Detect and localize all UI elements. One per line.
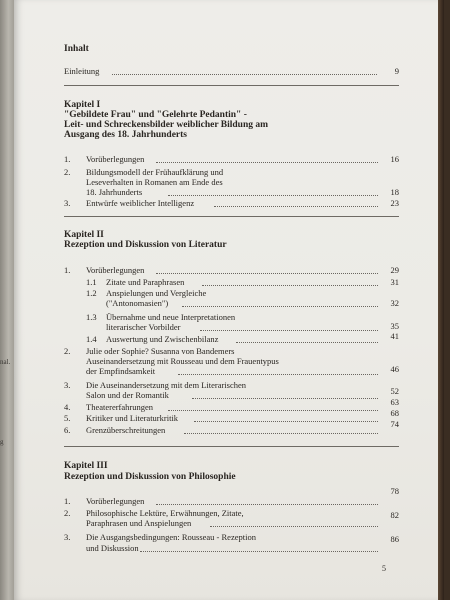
dot-leader [200, 329, 378, 331]
toc-page-number: 23 [390, 198, 399, 208]
section-divider [64, 446, 399, 447]
toc-page-number: 86 [390, 534, 399, 544]
toc-entry-number: 6. [64, 425, 71, 435]
toc-page-number: 46 [390, 364, 399, 374]
toc-entry-label: Entwürfe weiblicher Intelligenz [86, 198, 195, 208]
chapter-title-line: Leit- und Schreckensbilder weiblicher Bildung am [64, 120, 269, 130]
toc-entry-number: 2. [64, 346, 71, 356]
toc-entry-label: und Diskussion [86, 543, 139, 553]
dot-leader [202, 284, 378, 286]
toc-entry-number: 5. [64, 413, 71, 423]
toc-entry-label: Philosophische Lektüre, Erwähnungen, Zitate, [86, 508, 244, 518]
toc-entry-label: Vorüberlegungen [86, 265, 145, 275]
toc-page-number: 32 [390, 298, 399, 308]
toc-entry-number: 3. [64, 380, 71, 390]
toc-page-number: 16 [390, 154, 399, 164]
toc-entry-label: Vorüberlegungen [86, 496, 145, 506]
toc-entry-number: 1. [64, 265, 71, 275]
toc-entry-label: Paraphrasen und Anspielungen [86, 518, 192, 528]
dot-leader [112, 73, 377, 75]
toc-entry-label: Zitate und Paraphrasen [106, 277, 185, 287]
dot-leader [236, 341, 378, 343]
chapter-label: Kapitel II [64, 230, 104, 240]
toc-entry-label: Theatererfahrungen [86, 402, 154, 412]
toc-entry-label: Bildungsmodell der Frühaufklärung und [86, 167, 224, 177]
background-surface [438, 0, 444, 600]
toc-page-number: 31 [390, 277, 399, 287]
toc-entry-number: 3. [64, 198, 71, 208]
toc-entry-label: 18. Jahrhunderts [86, 187, 143, 197]
toc-page-number: 35 [390, 321, 399, 331]
toc-entry-label: Vorüberlegungen [86, 154, 145, 164]
toc-page-number: 52 [390, 386, 399, 396]
toc-entry-label: ("Antonomasien") [106, 298, 169, 308]
dot-leader [192, 397, 378, 399]
dot-leader [210, 525, 378, 527]
chapter-title-line: Ausgang des 18. Jahrhunderts [64, 130, 187, 140]
toc-entry-label: literarischer Vorbilder [106, 322, 181, 332]
chapter-label: Kapitel III [64, 461, 108, 471]
toc-entry-number: 3. [64, 532, 71, 542]
toc-entry-label: Julie oder Sophie? Susanna von Bandemers [86, 346, 235, 356]
dot-leader [156, 161, 378, 163]
toc-entry-label: Die Auseinandersetzung mit dem Literarischen [86, 380, 247, 390]
toc-entry-number: 1.4 [86, 334, 97, 344]
toc-page-number: 9 [394, 66, 399, 76]
toc-entry-label: Übernahme und neue Interpretationen [106, 312, 236, 322]
toc-entry-number: 1.3 [86, 312, 97, 322]
toc-entry-label: Auseinandersetzung mit Rousseau und dem Frauentypus [86, 356, 279, 366]
dot-leader [182, 305, 378, 307]
dot-leader [140, 550, 378, 552]
dot-leader [156, 503, 378, 505]
toc-entry-label: Kritiker und Literaturkritik [86, 413, 179, 423]
section-divider [64, 85, 399, 86]
toc-entry-number: 2. [64, 508, 71, 518]
toc-entry-label: Auswertung und Zwischenbilanz [106, 334, 219, 344]
previous-page-fragment: g [0, 438, 4, 446]
chapter-title-line: Rezeption und Diskussion von Literatur [64, 240, 227, 250]
toc-page-number: 74 [390, 419, 399, 429]
dot-leader [184, 432, 378, 434]
dot-leader [156, 272, 378, 274]
toc-entry-number: 1.2 [86, 288, 97, 298]
chapter-label: Kapitel I [64, 100, 101, 110]
dot-leader [168, 194, 378, 196]
section-divider [64, 216, 399, 217]
toc-title: Inhalt [64, 44, 89, 54]
toc-page-number: 18 [390, 187, 399, 197]
toc-page-number: 41 [390, 331, 399, 341]
toc-page-number: 29 [390, 265, 399, 275]
toc-page-number: 63 [390, 397, 399, 407]
toc-entry-label: der Empfindsamkeit [86, 366, 156, 376]
dot-leader [194, 420, 378, 422]
dot-leader [178, 373, 378, 375]
toc-entry-label: Salon und der Romantik [86, 390, 169, 400]
toc-page-number: 82 [390, 510, 399, 520]
toc-entry-label: Grenzüberschreitungen [86, 425, 166, 435]
toc-entry-label: Leseverhalten in Romanen am Ende des [86, 177, 223, 187]
toc-entry-label: Die Ausgangsbedingungen: Rousseau - Rezeption [86, 532, 256, 542]
previous-page-edge [0, 0, 14, 600]
toc-entry-label: Anspielungen und Vergleiche [106, 288, 207, 298]
toc-entry-number: 2. [64, 167, 71, 177]
toc-page-number: 78 [390, 486, 399, 496]
toc-entry-number: 1. [64, 496, 71, 506]
previous-page-fragment: nal. [0, 358, 11, 366]
toc-entry-number: 1.1 [86, 277, 97, 287]
toc-entry-label: Einleitung [64, 66, 100, 76]
page-number-folio: 5 [382, 564, 386, 573]
chapter-title-line: "Gebildete Frau" und "Gelehrte Pedantin" - [64, 110, 247, 120]
dot-leader [214, 205, 378, 207]
toc-entry-number: 1. [64, 154, 71, 164]
toc-entry-number: 4. [64, 402, 71, 412]
dot-leader [168, 409, 378, 411]
book-page [14, 0, 444, 600]
chapter-title-line: Rezeption und Diskussion von Philosophie [64, 472, 236, 482]
toc-page-number: 68 [390, 408, 399, 418]
